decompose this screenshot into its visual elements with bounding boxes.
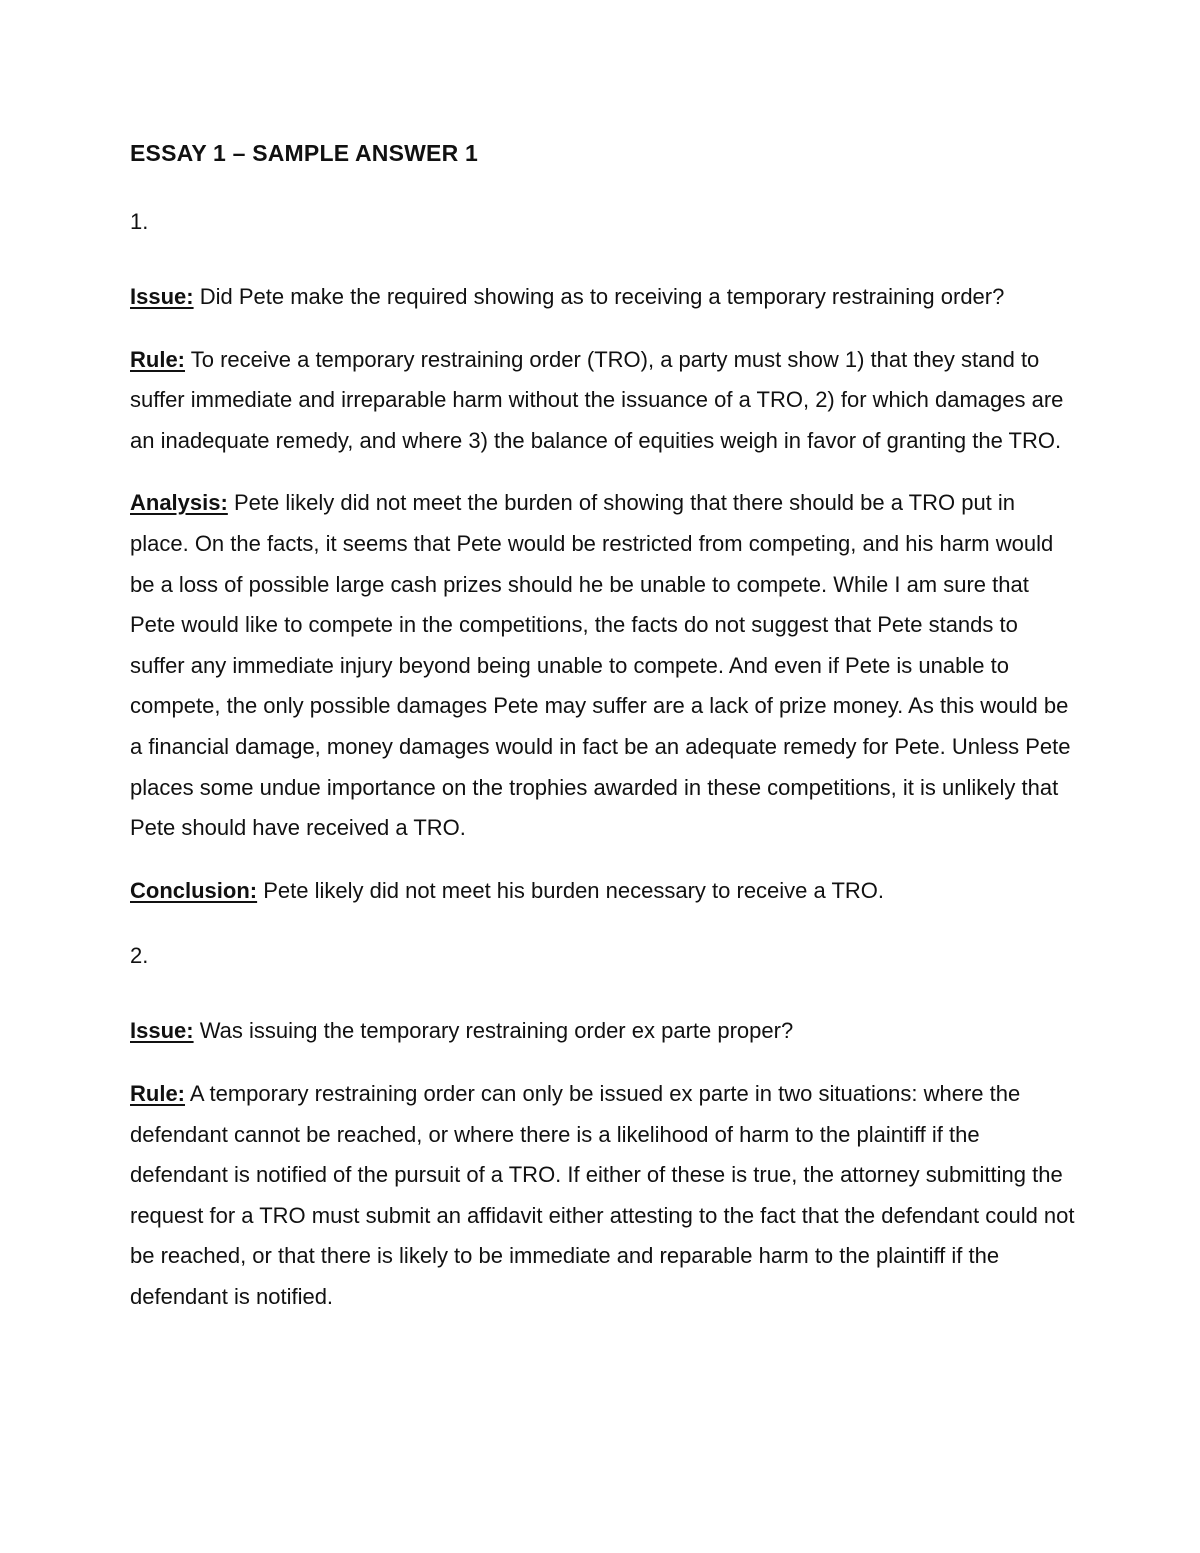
document-page <box>130 140 1075 1339</box>
rule-text: A temporary restraining order can only be issued ex parte in two situations: where the defendant cannot be reached, or where there is a likelihood of harm to the plaintiff if the defendant is notified of the pursuit of a TRO. If either of these is true, the attorney submitting the request for a TRO must submit an affidavit either attesting to the fact that the defendant could not be reached, or that there is likely to be immediate and reparable harm to the plaintiff if the defendant is notified. <box>130 1080 1075 1309</box>
rule-label: Rule: <box>130 346 185 372</box>
section-2-issue <box>130 1011 1075 1052</box>
issue-text: Was issuing the temporary restraining order ex parte proper? <box>199 1018 794 1044</box>
analysis-text: Pete likely did not meet the burden of showing that there should be a TRO put in place. On the facts, it seems that Pete would be restricted from competing, and his harm would be a loss of possible large cash prizes should he be unable to compete. While I am sure that Pete would like to compete in the competitions, the facts do not suggest that Pete stands to suffer any immediate injury beyond being unable to compete. And even if Pete is unable to compete, the only possible damages Pete may suffer are a lack of prize money. As this would be a financial damage, money damages would in fact be an adequate remedy for Pete. Unless Pete places some undue importance on the trophies awarded in these competitions, it is unlikely that Pete should have received a TRO. <box>130 490 1071 841</box>
conclusion-text: Pete likely did not meet his burden necessary to receive a TRO. <box>263 877 885 903</box>
section-2-number: 2. <box>130 943 149 969</box>
section-1-issue <box>130 277 1075 318</box>
analysis-label: Analysis: <box>130 490 228 516</box>
rule-label: Rule: <box>130 1080 185 1106</box>
section-2-rule <box>130 1074 1075 1318</box>
section-1-conclusion <box>130 871 1075 912</box>
section-1-rule <box>130 340 1075 462</box>
section-1-number: 1. <box>130 209 149 234</box>
rule-text: To receive a temporary restraining order (TRO), a party must show 1) that they stand to suffer immediate and irreparable harm without the issuance of a TRO, 2) for which damages are an inadequate remedy, and where 3) the balance of equities weigh in favor of granting the TRO. <box>130 346 1064 453</box>
conclusion-label: Conclusion: <box>130 877 258 903</box>
section-1-analysis <box>130 483 1075 848</box>
issue-label: Issue: <box>130 284 194 309</box>
issue-text: Did Pete make the required showing as to receiving a temporary restraining order? <box>199 284 1005 309</box>
issue-label: Issue: <box>130 1018 194 1044</box>
document-title: ESSAY 1 – SAMPLE ANSWER 1 <box>130 140 478 166</box>
